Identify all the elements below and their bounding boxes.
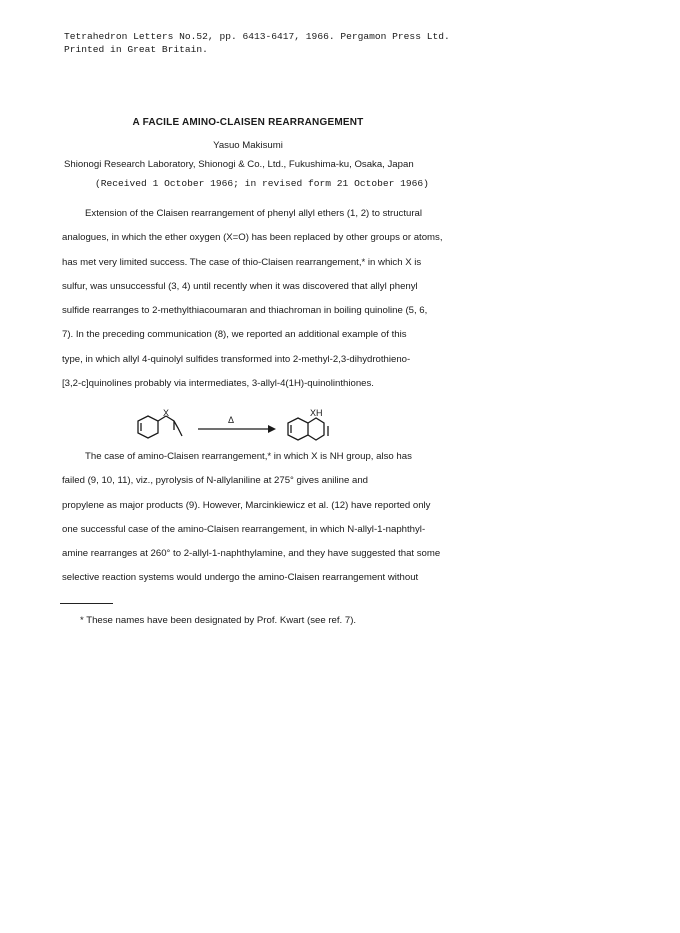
author-affiliation: Shionogi Research Laboratory, Shionogi & Co., Ltd., Fukushima-ku, Osaka, Japan bbox=[64, 159, 414, 170]
header-line-2: Printed in Great Britain. bbox=[64, 44, 208, 55]
paragraph-line: [3,2-c]quinolines probably via intermediates, 3-allyl-4(1H)-quinolinthiones. bbox=[62, 378, 374, 390]
paper-title: A FACILE AMINO-CLAISEN REARRANGEMENT bbox=[132, 117, 364, 128]
paragraph-line: sulfur, was unsuccessful (3, 4) until recently when it was discovered that allyl phenyl bbox=[62, 280, 418, 292]
heat-symbol: Δ bbox=[228, 415, 235, 425]
footnote: * These names have been designated by Prof. Kwart (see ref. 7). bbox=[80, 615, 357, 626]
product-xh-label: XH bbox=[310, 408, 323, 418]
paragraph-line: has met very limited success. The case of thio-Claisen rearrangement,* in which X is bbox=[62, 256, 422, 268]
header-line-1: Tetrahedron Letters No.52, pp. 6413-6417, 1966. Pergamon Press Ltd. bbox=[64, 31, 450, 42]
paragraph-line: type, in which allyl 4-quinolyl sulfides transformed into 2-methyl-2,3-dihydrothieno- bbox=[62, 353, 411, 365]
paragraph-line: sulfide rearranges to 2-methylthiacoumaran and thiachroman in boiling quinoline (5, 6, bbox=[62, 305, 428, 317]
received-date: (Received 1 October 1966; in revised form 21 October 1966) bbox=[95, 178, 429, 189]
paragraph-line: analogues, in which the ether oxygen (X=O) has been replaced by other groups or atoms, bbox=[62, 232, 443, 244]
paragraph-line: Extension of the Claisen rearrangement of phenyl allyl ethers (1, 2) to structural bbox=[85, 208, 423, 219]
paragraph-line: 7). In the preceding communication (8), we reported an additional example of this bbox=[62, 329, 407, 341]
paragraph-line: one successful case of the amino-Claisen rearrangement, in which N-allyl-1-naphthyl- bbox=[62, 523, 426, 535]
paragraph-1 bbox=[62, 202, 472, 396]
reactant-x-label: X bbox=[163, 408, 170, 418]
author-name: Yasuo Makisumi bbox=[213, 140, 283, 151]
paragraph-line: propylene as major products (9). However, Marcinkiewicz et al. (12) have reported only bbox=[62, 499, 431, 511]
footnote-rule bbox=[60, 603, 113, 604]
paragraph-2 bbox=[62, 445, 472, 591]
reaction-arrow bbox=[198, 415, 276, 433]
paragraph-line: failed (9, 10, 11), viz., pyrolysis of N-allylaniline at 275° gives aniline and bbox=[62, 475, 369, 487]
journal-header bbox=[64, 30, 450, 56]
paragraph-line: selective reaction systems would undergo the amino-Claisen rearrangement without bbox=[62, 572, 419, 584]
reactant-structure bbox=[138, 408, 182, 438]
reaction-scheme bbox=[130, 408, 380, 444]
paragraph-line: The case of amino-Claisen rearrangement,* in which X is NH group, also has bbox=[85, 451, 412, 462]
product-structure bbox=[288, 408, 328, 440]
paragraph-line: amine rearranges at 260° to 2-allyl-1-naphthylamine, and they have suggested that some bbox=[62, 548, 441, 560]
